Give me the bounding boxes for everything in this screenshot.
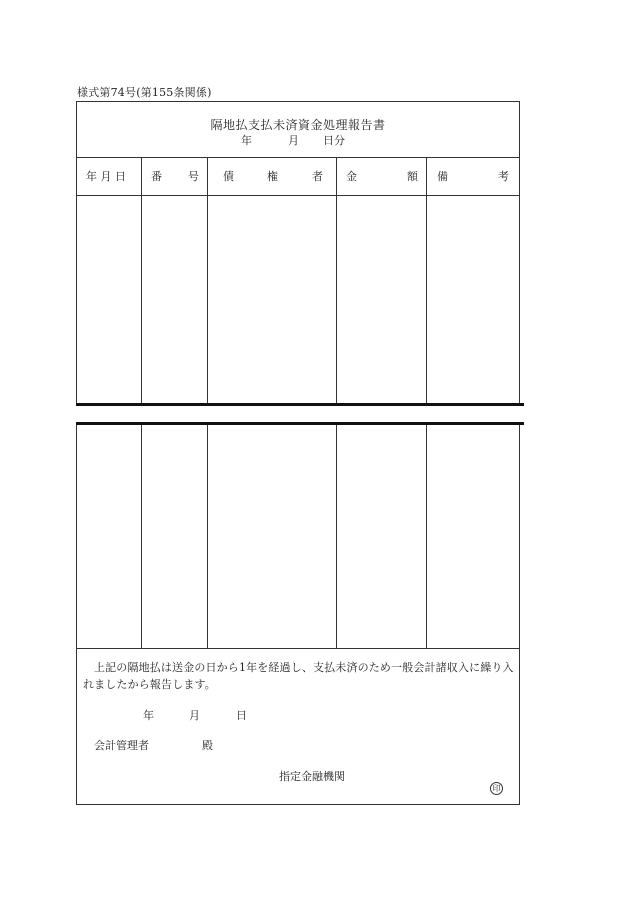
table-header-row [77,158,519,196]
statement-year: 年 [143,709,154,722]
header-amount-char-1: 金 [346,170,357,183]
omission-line-upper [76,403,524,406]
omission-gap [75,406,525,422]
statement-block [77,648,519,804]
column-divider [336,425,337,648]
statement-month: 月 [189,709,200,722]
column-divider [141,158,142,404]
title-date-year: 年 [241,134,252,147]
designated-institution: 指定金融機関 [279,770,345,783]
header-amount-char-2: 額 [407,170,418,183]
column-divider [426,158,427,404]
addressee: 会計管理者 [94,739,149,752]
header-date: 年 月 日 [86,170,126,183]
honorific: 殿 [202,739,213,752]
title-date-month: 月 [288,134,299,147]
column-divider [141,425,142,648]
title-date-day-portion: 日分 [323,134,345,147]
document-title: 隔地払支払未済資金処理報告書 [210,118,386,132]
omission-line-lower [76,422,524,425]
header-number-char-1: 番 [151,170,162,183]
column-divider [207,425,208,648]
column-divider [426,425,427,648]
header-creditor-char-1: 債 [223,170,234,183]
header-remarks-char-1: 備 [437,170,448,183]
title-block [77,102,519,158]
report-form [76,101,520,805]
header-remarks-char-2: 考 [498,170,509,183]
header-number-char-2: 号 [188,170,199,183]
column-divider [336,158,337,404]
header-creditor-char-2: 権 [267,170,278,183]
statement-text: 上記の隔地払は送金の日から1年を経過し、支払未済のため一般会計諸収入に繰り入れましたから報告します。 [83,661,514,691]
statement-day: 日 [236,709,247,722]
form-number: 様式第74号(第155条関係) [77,86,212,99]
seal-mark: 印 [490,782,503,795]
column-divider [207,158,208,404]
header-creditor-char-3: 者 [312,170,323,183]
